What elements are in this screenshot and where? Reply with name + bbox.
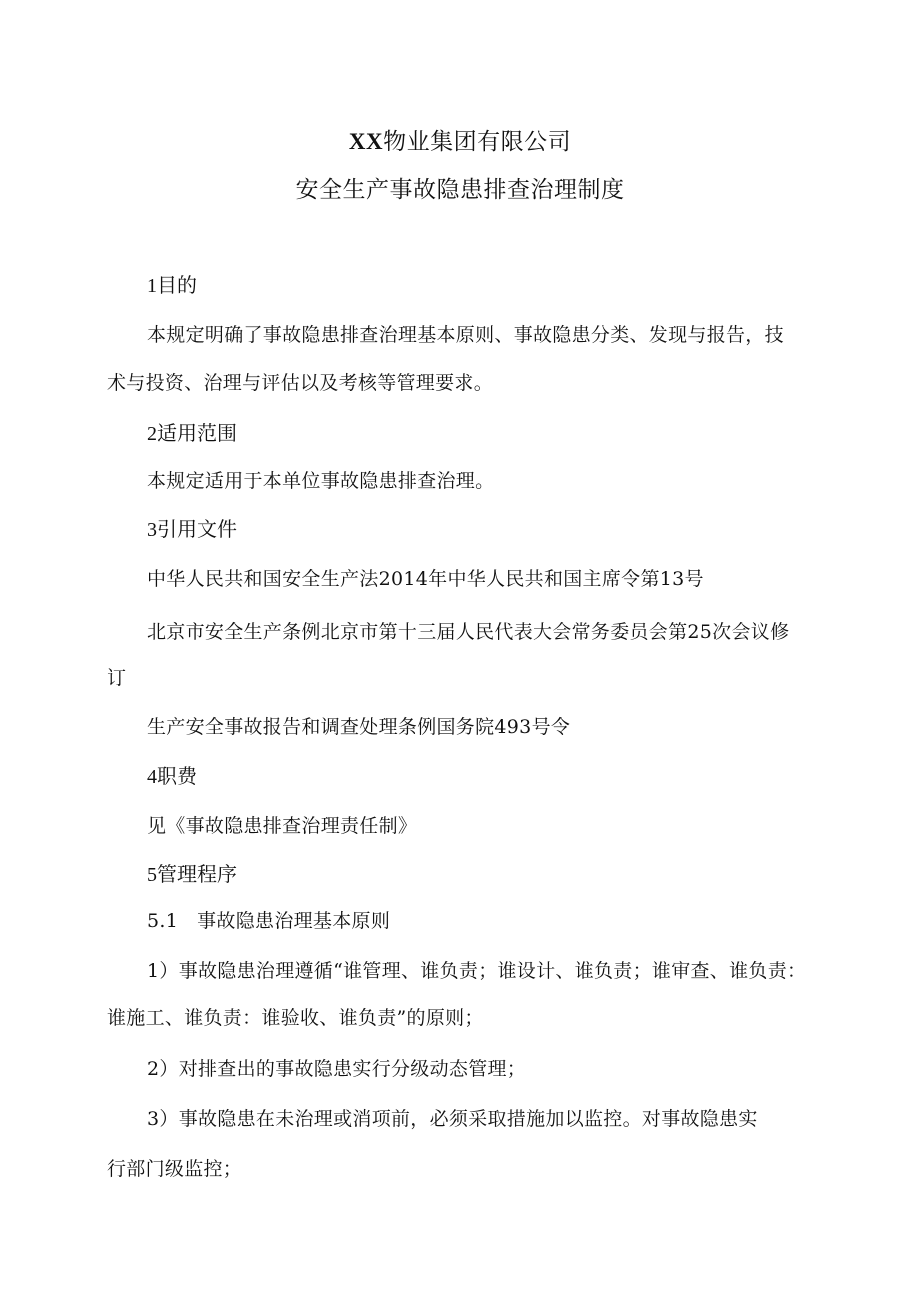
section-title: 适用范围 <box>157 421 237 445</box>
section-title: 职费 <box>157 764 197 788</box>
section-5-heading <box>147 860 237 889</box>
section-number: 3 <box>147 519 157 541</box>
section-2-heading <box>147 419 237 448</box>
section-3-heading <box>147 515 237 544</box>
company-title <box>0 126 920 158</box>
reference-line: 订 <box>107 667 127 689</box>
reference-line: 中华人民共和国安全生产法2014年中华人民共和国主席令第13号 <box>147 568 704 590</box>
paragraph-line: 见《事故隐患排查治理责任制》 <box>147 815 418 837</box>
section-number: 4 <box>147 766 157 788</box>
paragraph-line: 术与投资、治理与评估以及考核等管理要求。 <box>107 372 494 394</box>
company-title-latin: XX <box>348 129 384 154</box>
section-number: 1 <box>147 275 157 297</box>
company-title-rest: 物业集团有限公司 <box>383 129 572 155</box>
list-item-line: 1）事故隐患治理遵循“谁管理、谁负责；谁设计、谁负责；谁审查、谁负责： <box>147 960 807 982</box>
reference-line: 北京市安全生产条例北京市第十三届人民代表大会常务委员会第25次会议修 <box>147 621 790 643</box>
section-number: 5 <box>147 864 157 886</box>
paragraph-line: 本规定明确了事故隐患排查治理基本原则、事故隐患分类、发现与报告，技 <box>147 324 784 346</box>
section-title: 目的 <box>157 273 197 297</box>
list-item-line: 2）对排查出的事故隐患实行分级动态管理； <box>147 1058 527 1080</box>
section-number: 2 <box>147 423 157 445</box>
reference-line: 生产安全事故报告和调查处理条例国务院493号令 <box>147 716 571 738</box>
section-title: 管理程序 <box>157 862 237 886</box>
list-item-line: 谁施工、谁负责：谁验收、谁负责”的原则； <box>107 1007 484 1029</box>
subsection-heading: 5.1 事故隐患治理基本原则 <box>147 910 391 932</box>
paragraph-line: 本规定适用于本单位事故隐患排查治理。 <box>147 470 495 492</box>
list-item-line: 行部门级监控； <box>107 1158 243 1180</box>
section-title: 引用文件 <box>157 517 237 541</box>
section-4-heading <box>147 762 197 791</box>
document-title: 安全生产事故隐患排查治理制度 <box>295 177 625 203</box>
list-item-line: 3）事故隐患在未治理或消项前，必须采取措施加以监控。对事故隐患实 <box>147 1108 758 1130</box>
section-1-heading <box>147 271 197 300</box>
